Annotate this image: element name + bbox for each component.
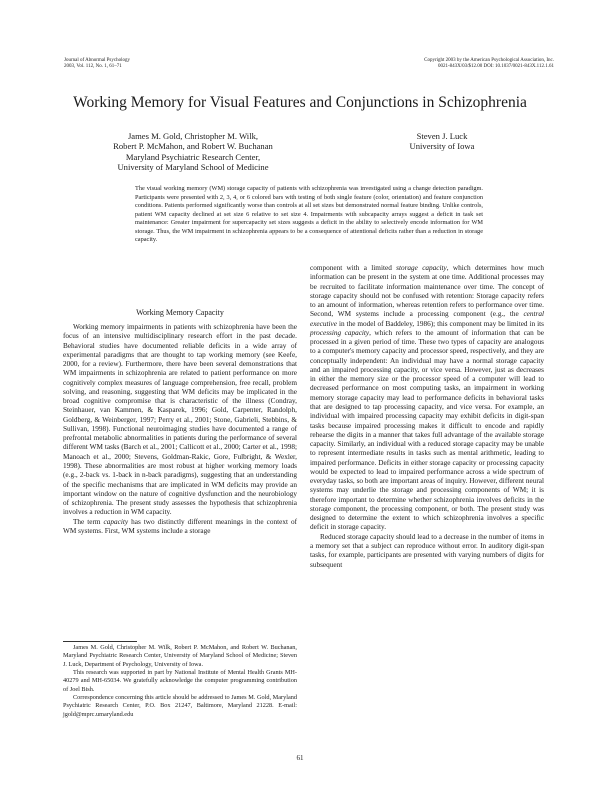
author-block-right xyxy=(368,131,516,152)
text-run: The term xyxy=(73,517,104,526)
right-column xyxy=(310,264,544,570)
emphasis: central executive xyxy=(310,310,544,328)
text-run: component with a limited xyxy=(310,264,397,272)
body-paragraph xyxy=(63,518,297,537)
left-column xyxy=(63,308,297,536)
funding-note: This research was supported in part by National Institute of Mental Health Grants MH-40279 and MH-65034. We gratefully acknowledge the computer programming contribution of Joel Bish. xyxy=(63,669,297,693)
page-number: 61 xyxy=(296,754,304,762)
body-paragraph: Working memory impairments in patients with schizophrenia have been the focus of an intensive multidisciplinary research effort in the past decade. Behavioral studies have documented reliable deficits in a wide array of experimental paradigms that are thought to tap working memory (see Keefe, 2000, for a review). Furthermore, there have been several demonstrations that WM impairments in schizophrenia are related to patient performance on more cognitively complex measures of language comprehension, free recall, problem solving, and reasoning, suggesting that WM deficits may be implicated in the broad cognitive compromise that is characteristic of the illness (Condray, Steinhauer, van Kammen, & Kasparek, 1996; Gold, Carpenter, Randolph, Goldberg, & Weinberger, 1997; Perry et al., 2001; Stone, Gabrieli, Stebbins, & Sullivan, 1998). Functional neuroimaging studies have documented a range of prefrontal metabolic abnormalities in patients during the performance of several different WM tasks (Barch et al., 2001; Callicott et al., 2000; Carter et al., 1998; Manoach et al., 2000; Stevens, Goldman-Rakic, Gore, Fulbright, & Wexler, 1998). These abnormalities are most robust at higher working memory loads (e.g., 2-back vs. 1-back in n-back paradigms), suggesting that an understanding of the specific mechanisms that are implicated in WM deficits may provide an important window on the nature of cognitive dysfunction and the neurobiology of schizophrenia. The present study assesses the hypothesis that schizophrenia involves a reduction in WM capacity. xyxy=(63,323,297,517)
journal-name: Journal of Abnormal Psychology xyxy=(64,58,130,63)
emphasis: storage capacity xyxy=(396,264,447,272)
author-block-left xyxy=(74,131,312,173)
section-heading: Working Memory Capacity xyxy=(136,308,224,317)
text-run: , which refers to the amount of information that can be processed in a given period of time. These two types of capacity are analogous to a computer's memory capacity and processor speed, respectively, and they are conceptually independent: An individual may have a normal storage capacity and an impaired processing capacity, or vice versa. However, just as decreases in either the memory size or the processor speed of a computer will lead to decreased performance on most computing tasks, an impairment in working memory storage capacity may lead to performance deficits in behavioral tasks that are designed to tap processing capacity, and vice versa. For example, an individual with impaired processing capacity may exhibit deficits in digit-span tasks because impaired processing makes it difficult to encode and rapidly rehearse the digits in a manner that takes full advantage of the available storage capacity. Similarly, an individual with a reduced storage capacity may be unable to represent intermediate results in tasks such as mental arithmetic, leading to impaired performance. Deficits in either storage capacity or processing capacity would be expected to lead to impaired performance across a wide spectrum of everyday tasks, so both are important areas of inquiry. However, different neural systems may underlie the storage and processing components of WM; it is therefore important to determine whether schizophrenia involves deficits in the storage component, the processing component, or both. The present study was designed to determine the extent to which schizophrenia involves a specific deficit in storage capacity. xyxy=(310,328,544,532)
author-line: Steven J. Luck xyxy=(416,131,468,141)
footnotes xyxy=(63,644,297,719)
author-line: Robert P. McMahon, and Robert W. Buchanan xyxy=(113,141,273,152)
affiliation-line: University of Iowa xyxy=(409,141,475,152)
article-title: Working Memory for Visual Features and Conjunctions in Schizophrenia xyxy=(73,94,527,111)
correspondence-note: Correspondence concerning this article should be addressed to James M. Gold, Maryland Psychiatric Research Center, P.O. Box 21247, Baltimore, Maryland 21228. E-mail: jgold@mprc.umaryland.edu xyxy=(63,694,297,718)
affiliation-line: Maryland Psychiatric Research Center, xyxy=(125,151,261,162)
body-paragraph: Reduced storage capacity should lead to a decrease in the number of items in a memory set that a subject can reproduce without error. In auditory digit-span tasks, for example, participants are presented with varying numbers of digits for subsequent xyxy=(310,532,544,569)
text-run: has two distinctly different meanings in the context of WM systems. First, WM systems include a storage xyxy=(63,517,298,535)
body-paragraph xyxy=(310,264,544,533)
affiliation-line: University of Maryland School of Medicine xyxy=(117,162,269,173)
journal-header-left xyxy=(64,58,264,70)
text-run: , which determines how much information can be present in the system at one time. Additional processes may be recruited to facilitate information maintenance over time. The concept of storage capacity should not be confused with retention: Storage capacity refers to an amount of information, whereas retention refers to performance over time. Second, WM systems include a processing component (e.g., the xyxy=(310,264,544,319)
abstract: The visual working memory (WM) storage capacity of patients with schizophrenia was investigated using a change detection paradigm. Participants were presented with 2, 3, 4, or 6 colored bars with testing of both single feature (color, orientation) and feature conjunction conditions. Patients performed significantly worse than controls at all set sizes but demonstrated normal feature binding. Unlike controls, patient WM capacity declined at set size 6 relative to set size 4. Impairments with subcapacity arrays suggest a deficit in task set maintenance: Greater impairment for supercapacity set sizes suggests a deficit in the ability to selectively encode information for WM storage. Thus, the WM impairment in schizophrenia appears to be a consequence of attentional deficits rather than a reduction in storage capacity. xyxy=(135,185,483,243)
footnote-divider xyxy=(63,641,137,642)
emphasis: capacity xyxy=(103,517,129,526)
journal-header-right xyxy=(334,58,554,70)
text-run: in the model of Baddeley, 1986); this component may be limited in its xyxy=(336,319,544,328)
author-line: James M. Gold, Christopher M. Wilk, xyxy=(127,131,259,141)
emphasis: processing capacity xyxy=(310,328,370,337)
author-note: James M. Gold, Christopher M. Wilk, Robert P. McMahon, and Robert W. Buchanan, Maryland Psychiatric Research Center, University of Maryland School of Medicine; Steven J. Luck, Department of Psychology, University of Iowa. xyxy=(63,644,297,668)
doi-line: 0021-843X/03/$12.00 DOI: 10.1037/0021-843X.112.1.61 xyxy=(437,64,554,69)
journal-citation: 2003, Vol. 112, No. 1, 61–71 xyxy=(64,64,122,69)
copyright-line: Copyright 2003 by the American Psychological Association, Inc. xyxy=(424,58,554,63)
